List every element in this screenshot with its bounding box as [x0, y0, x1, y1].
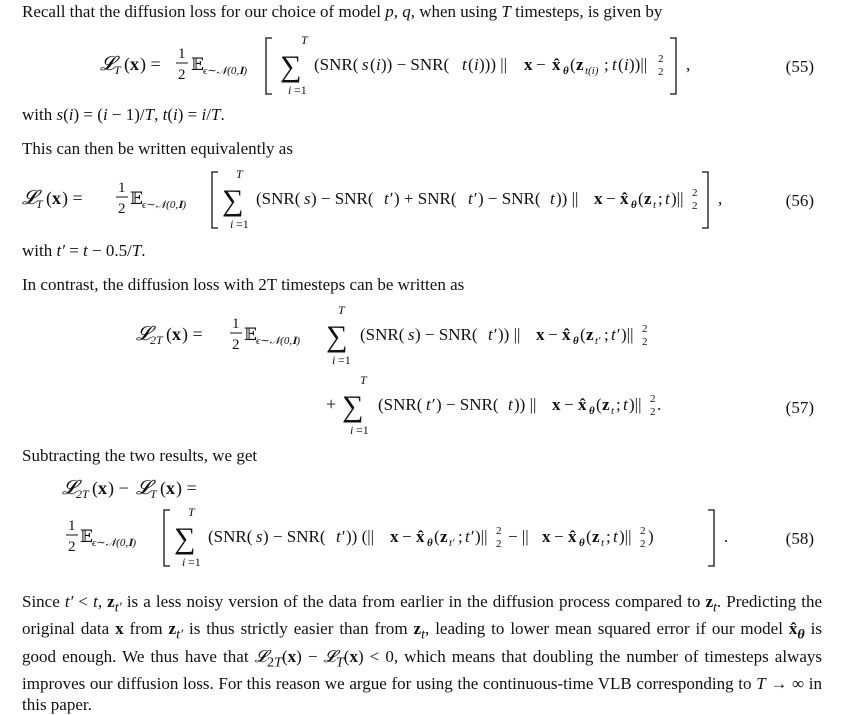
- svg-text:−: −: [548, 325, 558, 344]
- equation-number-57: (57): [785, 398, 814, 417]
- svg-text:)) ||: )) ||: [498, 325, 521, 344]
- svg-text:ϵ∼𝒩(0,𝐈): ϵ∼𝒩(0,𝐈): [203, 65, 248, 77]
- svg-text:(SNR(: (SNR(: [208, 527, 253, 546]
- svg-text:1: 1: [118, 180, 126, 196]
- svg-text:s: s: [256, 527, 263, 546]
- svg-text:z: z: [592, 527, 600, 546]
- svg-text:x: x: [98, 478, 107, 498]
- svg-text:2T: 2T: [76, 487, 89, 501]
- equiv-text: This can then be written equivalently as: [22, 139, 293, 158]
- svg-text:)) − SNR(: )) − SNR(: [381, 55, 450, 74]
- svg-text:t: t: [611, 405, 615, 417]
- svg-text:t: t: [462, 55, 467, 74]
- svg-text:) =: ) =: [176, 478, 197, 498]
- svg-text:t′: t′: [336, 527, 345, 546]
- svg-text:1: 1: [232, 316, 240, 332]
- svg-text:,: ,: [718, 189, 723, 208]
- svg-text:𝓛: 𝓛: [22, 187, 37, 209]
- svg-text:(: (: [46, 188, 52, 208]
- svg-text:𝔼: 𝔼: [191, 55, 204, 74]
- svg-text:T: T: [150, 487, 157, 501]
- svg-text:)||: )||: [629, 395, 642, 414]
- svg-text:;: ;: [604, 55, 609, 74]
- svg-text:2T: 2T: [150, 333, 163, 347]
- svg-text:𝓛: 𝓛: [62, 477, 77, 499]
- svg-text:;: ;: [604, 325, 609, 344]
- svg-text:t′: t′: [488, 325, 497, 344]
- svg-text:t′: t′: [468, 189, 477, 208]
- svg-text:2: 2: [692, 200, 698, 212]
- svg-text:T: T: [114, 63, 121, 77]
- svg-text:x̂: x̂: [620, 189, 629, 208]
- svg-text:i: i: [230, 217, 234, 231]
- equation-55: [100, 32, 740, 98]
- svg-text:t: t: [612, 55, 617, 74]
- svg-text:=1: =1: [188, 555, 201, 569]
- svg-text:2: 2: [658, 53, 664, 65]
- svg-text:)||: )||: [619, 527, 632, 546]
- svg-text:2: 2: [68, 539, 76, 555]
- svg-text:)) ||: )) ||: [514, 395, 537, 414]
- svg-text:i: i: [376, 55, 381, 74]
- svg-text:(SNR(: (SNR(: [378, 395, 423, 414]
- svg-text:t′: t′: [611, 325, 620, 344]
- svg-text:(SNR(: (SNR(: [314, 55, 359, 74]
- svg-text:) − SNR(: ) − SNR(: [478, 189, 541, 208]
- svg-text:(: (: [124, 54, 130, 74]
- svg-text:t(i): t(i): [585, 65, 599, 77]
- equation-57-line2: [326, 372, 726, 438]
- svg-text:) =: ) =: [62, 188, 83, 208]
- svg-text:t: t: [665, 189, 670, 208]
- svg-text:z: z: [576, 55, 584, 74]
- svg-text:(: (: [638, 189, 644, 208]
- svg-text:1: 1: [68, 518, 76, 534]
- svg-text:𝔼: 𝔼: [130, 189, 143, 208]
- svg-text:) + SNR(: ) + SNR(: [394, 189, 457, 208]
- svg-text:∑: ∑: [174, 522, 196, 555]
- svg-text:T: T: [236, 167, 243, 181]
- svg-text:x̂: x̂: [552, 55, 561, 74]
- svg-text:s: s: [304, 189, 311, 208]
- svg-text:−: −: [606, 189, 616, 208]
- svg-text:) =: ) =: [140, 54, 161, 74]
- svg-text:t: t: [550, 189, 555, 208]
- svg-text:)) (||: )) (||: [346, 527, 375, 546]
- svg-text:𝔼: 𝔼: [244, 325, 257, 344]
- svg-text:t: t: [508, 395, 513, 414]
- svg-text:2: 2: [232, 337, 240, 353]
- svg-text:x̂: x̂: [562, 325, 571, 344]
- svg-text:2: 2: [640, 525, 646, 537]
- svg-text:) −: ) −: [108, 478, 129, 498]
- svg-text:)) ||: )) ||: [556, 189, 579, 208]
- svg-text:2: 2: [118, 201, 126, 217]
- svg-text:𝓛: 𝓛: [136, 477, 151, 499]
- svg-text:2: 2: [640, 538, 646, 550]
- intro-text: Recall that the diffusion loss for our choice of model p, q, when using T timesteps, is given by: [22, 2, 663, 21]
- contrast-text: In contrast, the diffusion loss with 2T timesteps can be written as: [22, 275, 465, 294]
- with-tprime-text: with t′ = t − 0.5/T.: [22, 241, 146, 260]
- svg-text:T: T: [301, 33, 308, 47]
- svg-text:)||: )||: [671, 189, 684, 208]
- svg-text:i: i: [332, 353, 336, 367]
- equation-58-line1: [62, 470, 302, 506]
- svg-text:T: T: [36, 197, 43, 211]
- svg-text:θ: θ: [563, 65, 569, 77]
- svg-text:))) ||: ))) ||: [479, 55, 508, 74]
- svg-text:(: (: [570, 55, 576, 74]
- svg-text:(: (: [166, 324, 172, 344]
- svg-text:∑: ∑: [326, 320, 348, 353]
- svg-text:θ: θ: [579, 537, 585, 549]
- equation-number-55: (55): [785, 57, 814, 76]
- svg-text:s: s: [408, 325, 415, 344]
- svg-text:−: −: [402, 527, 412, 546]
- svg-text:) − SNR(: ) − SNR(: [263, 527, 326, 546]
- svg-text:x: x: [166, 478, 175, 498]
- svg-text:2: 2: [650, 406, 656, 418]
- svg-text:𝔼: 𝔼: [80, 527, 93, 546]
- svg-text:x: x: [542, 527, 551, 546]
- svg-text:;: ;: [658, 189, 663, 208]
- svg-text:(: (: [160, 478, 166, 498]
- svg-text:(: (: [434, 527, 440, 546]
- svg-text:+: +: [326, 394, 337, 414]
- svg-text:i: i: [350, 423, 354, 437]
- svg-text:−: −: [536, 55, 546, 74]
- svg-text:x: x: [524, 55, 533, 74]
- svg-text:) − SNR(: ) − SNR(: [436, 395, 499, 414]
- svg-text:=1: =1: [338, 353, 351, 367]
- svg-text:x: x: [52, 188, 61, 208]
- svg-text:): ): [648, 527, 654, 546]
- svg-text:2: 2: [650, 393, 656, 405]
- svg-text:;: ;: [606, 527, 611, 546]
- svg-text:t′: t′: [426, 395, 435, 414]
- svg-text:θ: θ: [427, 537, 433, 549]
- subtract-text: Subtracting the two results, we get: [22, 446, 258, 465]
- svg-text:x: x: [172, 324, 181, 344]
- svg-text:2: 2: [658, 66, 664, 78]
- svg-text:x: x: [130, 54, 139, 74]
- with-si-text: with s(i) = (i − 1)/T, t(i) = i/T.: [22, 105, 225, 124]
- svg-text:𝓛: 𝓛: [136, 323, 151, 345]
- svg-text:) − SNR(: ) − SNR(: [415, 325, 478, 344]
- equation-56: [22, 166, 762, 232]
- svg-text:t: t: [623, 395, 628, 414]
- conclusion-paragraph: Since t′ < t, $z_{t'}$ is a less noisy version of the data from earlier in the diffusion process compared to $z_t$. Predicting the original data x from $z_{t'}$ is thus strictly easier than from $z_t$, leading to lower mean squared error if our model $x̂_\theta$ is good enough. We thus have that 𝓛$_{2T}$(x) − 𝓛$_T$(x) < 0, which means that doubling the number of timesteps always improves our diffusion loss. For this reason we argue for using the continuous-time VLB corresponding to T → ∞ in this paper.: [22, 592, 823, 715]
- svg-text:θ: θ: [631, 199, 637, 211]
- svg-text:t′: t′: [384, 189, 393, 208]
- svg-text:z: z: [440, 527, 448, 546]
- svg-text:ϵ∼𝒩(0,𝐈): ϵ∼𝒩(0,𝐈): [256, 335, 301, 347]
- svg-text:x̂: x̂: [568, 527, 577, 546]
- svg-text:−: −: [564, 395, 574, 414]
- svg-text:)||: )||: [621, 325, 634, 344]
- svg-text:T: T: [360, 373, 367, 387]
- svg-text:2: 2: [496, 538, 502, 550]
- svg-text:=1: =1: [294, 83, 307, 97]
- svg-text:2: 2: [496, 525, 502, 537]
- svg-text:θ: θ: [573, 335, 579, 347]
- svg-text:− ||: − ||: [508, 527, 529, 546]
- svg-text:i: i: [624, 55, 629, 74]
- svg-text:i: i: [288, 83, 292, 97]
- equation-number-58: (58): [785, 529, 814, 548]
- svg-text:(SNR(: (SNR(: [256, 189, 301, 208]
- svg-text:∑: ∑: [280, 50, 302, 83]
- svg-text:.: .: [657, 395, 662, 414]
- svg-text:(: (: [468, 55, 474, 74]
- svg-text:(: (: [92, 478, 98, 498]
- svg-text:x: x: [594, 189, 603, 208]
- svg-text:t′: t′: [595, 335, 601, 347]
- svg-text:) − SNR(: ) − SNR(: [311, 189, 374, 208]
- svg-text:∑: ∑: [222, 184, 244, 217]
- svg-text:x̂: x̂: [416, 527, 425, 546]
- svg-text:(: (: [618, 55, 624, 74]
- svg-text:) =: ) =: [182, 324, 203, 344]
- svg-text:t′: t′: [449, 537, 455, 549]
- svg-text:ϵ∼𝒩(0,𝐈): ϵ∼𝒩(0,𝐈): [92, 537, 137, 549]
- svg-text:x: x: [536, 325, 545, 344]
- svg-text:i: i: [474, 55, 479, 74]
- svg-text:𝓛: 𝓛: [100, 53, 115, 75]
- svg-text:,: ,: [686, 55, 691, 74]
- svg-text:−: −: [554, 527, 564, 546]
- svg-text:2: 2: [642, 336, 648, 348]
- svg-text:(: (: [370, 55, 376, 74]
- svg-text:(: (: [580, 325, 586, 344]
- svg-text:2: 2: [178, 67, 186, 83]
- svg-text:z: z: [586, 325, 594, 344]
- svg-text:(: (: [586, 527, 592, 546]
- svg-text:x: x: [552, 395, 561, 414]
- svg-text:x: x: [390, 527, 399, 546]
- svg-text:z: z: [644, 189, 652, 208]
- svg-text:(SNR(: (SNR(: [360, 325, 405, 344]
- svg-text:z: z: [602, 395, 610, 414]
- svg-text:;: ;: [458, 527, 463, 546]
- svg-text:t: t: [613, 527, 618, 546]
- svg-text:T: T: [338, 303, 345, 317]
- svg-text:;: ;: [616, 395, 621, 414]
- svg-text:x̂: x̂: [578, 395, 587, 414]
- svg-text:(: (: [596, 395, 602, 414]
- svg-text:∑: ∑: [342, 390, 364, 423]
- equation-57-line1: [136, 302, 716, 368]
- svg-text:t: t: [601, 537, 605, 549]
- equation-58-line2: [66, 504, 766, 570]
- svg-text:ϵ∼𝒩(0,𝐈): ϵ∼𝒩(0,𝐈): [142, 199, 187, 211]
- svg-text:=1: =1: [236, 217, 249, 231]
- svg-text:=1: =1: [356, 423, 369, 437]
- svg-text:)||: )||: [475, 527, 488, 546]
- equation-number-56: (56): [785, 191, 814, 210]
- svg-text:.: .: [724, 527, 729, 546]
- svg-text:T: T: [188, 505, 195, 519]
- svg-text:s: s: [362, 55, 369, 74]
- svg-text:1: 1: [178, 46, 186, 62]
- svg-text:t: t: [653, 199, 657, 211]
- svg-text:t′: t′: [465, 527, 474, 546]
- svg-text:2: 2: [692, 187, 698, 199]
- svg-text:θ: θ: [589, 405, 595, 417]
- svg-text:i: i: [182, 555, 186, 569]
- svg-text:2: 2: [642, 323, 648, 335]
- svg-text:))||: ))||: [629, 55, 648, 74]
